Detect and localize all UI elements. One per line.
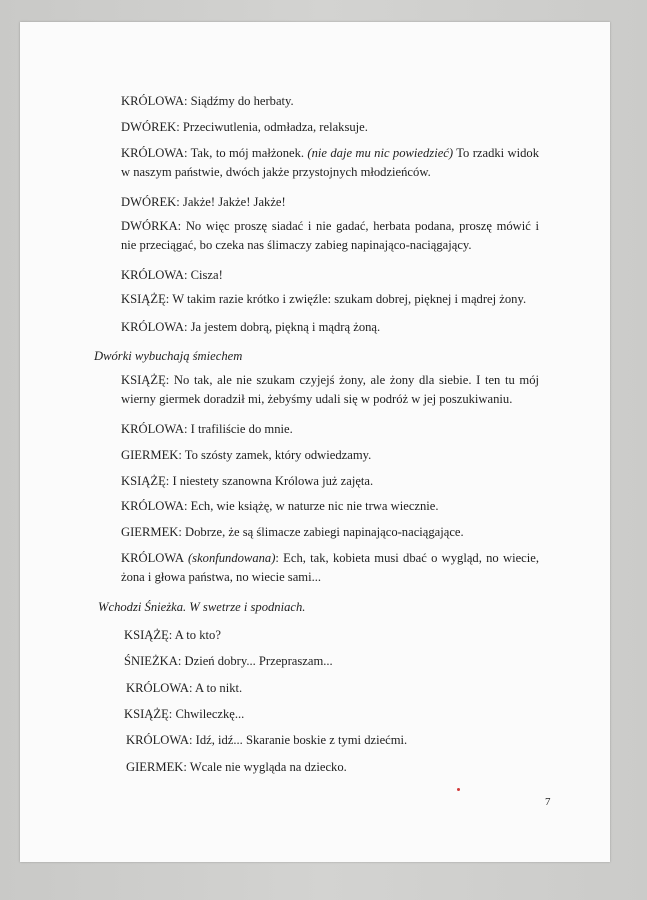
red-speck: [457, 788, 460, 791]
dialogue-line: [121, 497, 439, 516]
speaker: KRÓLOWA:: [121, 268, 188, 282]
line-text: Siądźmy do herbaty.: [190, 94, 294, 108]
speaker: GIERMEK:: [121, 525, 182, 539]
line-text: Przeciwutlenia, odmładza, relaksuje.: [182, 120, 368, 134]
stage-direction-line: [98, 598, 305, 617]
dialogue-line: [126, 758, 347, 777]
line-text: Chwileczkę...: [175, 707, 245, 721]
speaker: GIERMEK:: [121, 448, 182, 462]
speaker: KRÓLOWA:: [121, 499, 188, 513]
speaker: KRÓLOWA: [121, 551, 184, 565]
dialogue-line: [121, 144, 539, 182]
stage-direction: (skonfundowana): [187, 551, 276, 565]
dialogue-line: [121, 446, 371, 465]
speaker: KSIĄŻĘ:: [121, 292, 170, 306]
dialogue-line: [124, 705, 244, 724]
speaker: KSIĄŻĘ:: [124, 707, 173, 721]
dialogue-line: [121, 92, 294, 111]
dialogue-line: [121, 217, 539, 255]
speaker: KSIĄŻĘ:: [121, 474, 170, 488]
line-text: Dzień dobry... Przepraszam...: [184, 654, 333, 668]
speaker: KRÓLOWA:: [121, 146, 188, 160]
line-text: W takim razie krótko i zwięźle: szukam dobrej, pięknej i mądrej żony.: [172, 292, 527, 306]
page-number: 7: [545, 796, 551, 808]
speaker: GIERMEK:: [126, 760, 187, 774]
dialogue-line: [121, 290, 526, 309]
line-text: Idź, idź... Skaranie boskie z tymi dziećmi.: [195, 733, 408, 747]
speaker: KRÓLOWA:: [126, 733, 193, 747]
speaker: KRÓLOWA:: [121, 422, 188, 436]
speaker: DWÓREK:: [121, 195, 180, 209]
dialogue-line: [126, 679, 242, 698]
line-text: No więc proszę siadać i nie gadać, herbata podana, proszę mówić i nie przeciągać, bo czeka nas ślimaczy zabieg napinająco-naciągający.: [121, 219, 539, 252]
line-text: I trafiliście do mnie.: [190, 422, 293, 436]
line-text: To szósty zamek, który odwiedzamy.: [184, 448, 372, 462]
speaker: DWÓREK:: [121, 120, 180, 134]
dialogue-line: [121, 523, 464, 542]
line-text: Ech, wie książę, w naturze nic nie trwa wiecznie.: [190, 499, 439, 513]
dialogue-line: [121, 266, 223, 285]
line-text: No tak, ale nie szukam czyjejś żony, ale żony dla siebie. I ten tu mój wierny giermek doradził mi, żebyśmy udali się w podróż w jej poszukiwaniu.: [121, 373, 539, 406]
stage-direction-line: [94, 347, 242, 366]
line-text: A to kto?: [174, 628, 221, 642]
speaker: KRÓLOWA:: [121, 94, 188, 108]
stage-direction: Dwórki wybuchają śmiechem: [94, 349, 243, 363]
dialogue-line: [121, 118, 368, 137]
line-text: A to nikt.: [194, 681, 243, 695]
speaker: KRÓLOWA:: [121, 320, 188, 334]
speaker: KSIĄŻĘ:: [124, 628, 173, 642]
dialogue-line: [121, 371, 539, 409]
line-text: Dobrze, że są ślimacze zabiegi napinająco-naciągające.: [185, 525, 464, 539]
dialogue-line: [121, 549, 539, 587]
line-text: Ja jestem dobrą, piękną i mądrą żoną.: [190, 320, 381, 334]
speaker: KSIĄŻĘ:: [121, 373, 170, 387]
stage-direction: Wchodzi Śnieżka. W swetrze i spodniach.: [98, 600, 306, 614]
line-text: Jakże! Jakże! Jakże!: [182, 195, 286, 209]
dialogue-line: [126, 731, 407, 750]
dialogue-line: [121, 420, 293, 439]
line-text: : Ech, tak, kobieta musi dbać o wygląd, no wiecie, żona i głowa państwa, no wiecie sami...: [121, 551, 539, 584]
line-text: Wcale nie wygląda na dziecko.: [189, 760, 347, 774]
line-text: Cisza!: [190, 268, 223, 282]
speaker: KRÓLOWA:: [126, 681, 193, 695]
speaker: DWÓRKA:: [121, 219, 182, 233]
stage-direction: (nie daje mu nic powiedzieć): [307, 146, 454, 160]
document-page: [20, 22, 610, 862]
speaker: ŚNIEŻKA:: [124, 654, 182, 668]
dialogue-line: [124, 626, 221, 645]
dialogue-line: [121, 472, 373, 491]
line-text: Tak, to mój małżonek.: [190, 146, 305, 160]
line-text: I niestety szanowna Królowa już zajęta.: [172, 474, 374, 488]
dialogue-line: [124, 652, 333, 671]
dialogue-line: [121, 318, 380, 337]
dialogue-line: [121, 193, 286, 212]
line-text: To rzadki widok w naszym państwie, dwóch jakże przystojnych młodzieńców.: [121, 146, 540, 179]
